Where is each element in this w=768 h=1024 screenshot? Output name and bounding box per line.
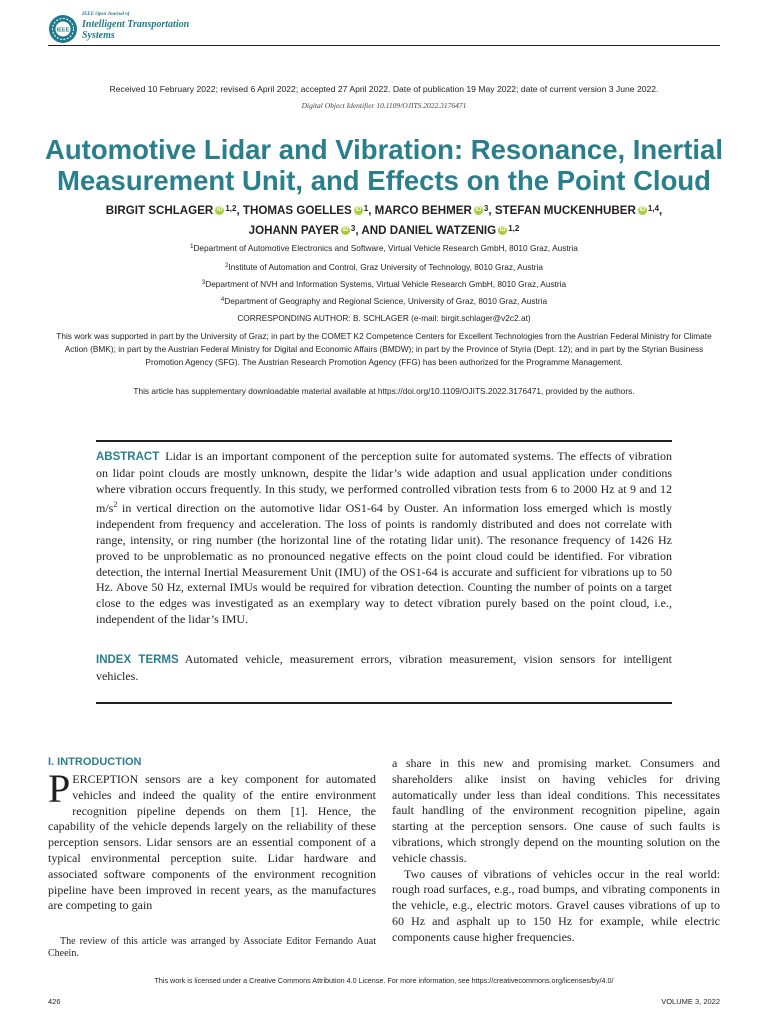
journal-title	[82, 19, 189, 41]
author-separator: ,	[659, 204, 663, 217]
license-note[interactable]: This work is licensed under a Creative Commons Attribution 4.0 License. For more information, see https://creativecommons.org/licenses/by/4.0/	[154, 976, 614, 985]
abstract-top-rule	[96, 440, 672, 442]
affiliation	[40, 279, 728, 289]
orcid-icon[interactable]: iD	[342, 227, 349, 233]
supplementary-note[interactable]: This article has supplementary downloadable material available at https://doi.org/10.1109/OJITS.2022.3176471, provided by the authors.	[133, 386, 635, 396]
review-footnote: The review of this article was arranged by Associate Editor Fernando Auat Cheein.	[48, 936, 376, 959]
intro-right-column	[392, 756, 720, 946]
author	[495, 204, 662, 217]
author-affiliation-marks: 3	[350, 224, 356, 233]
orcid-icon[interactable]: iD	[355, 207, 362, 213]
volume-info: VOLUME 3, 2022	[661, 997, 720, 1006]
author-name: BIRGIT SCHLAGER	[105, 204, 214, 217]
index-terms	[96, 652, 672, 685]
abstract-text-continued: in vertical direction on the automotive lidar OS1-64 by Ouster. An information loss emerged which is mostly independent from frequency and acceleration. The loss of points is randomly distributed and does not correlate with range, intensity, or ring number (the horizontal line of the rotating lidar unit). The resonance frequency of 1426 Hz proved to be unproblematic as no pronounced negative effects on the point cloud could be identified. For vibration detection, the internal Inertial Measurement Unit (IMU) of the OS1-64 is accurate and sufficient for vibrations up to 50 Hz. Above 50 Hz, external IMUs would be required for vibration detection. Counting the number of points on a target close to the edges was investigated as an exemplary way to detect vibration purely based on the point cloud, i.e., independent of the lidar’s IMU.	[96, 501, 672, 626]
funding-statement: This work was supported in part by the University of Graz; in part by the COMET K2 Competence Centers for Excellent Technologies from the Austrian Federal Ministry for Climate Action (BMK); in part by the Austrian Federal Ministry for Digital and Economic Affairs (BMDW); in part by the Province of Styria (Dept. 12); and in part by the Styrian Business Promotion Agency (SFG). The Austrian Research Promotion Agency (FFG) has been authorized for the Programme Management.	[56, 331, 712, 367]
intro-paragraph: Two causes of vibrations of vehicles occur in the real world: rough road surfaces, e.g., road bumps, and vibrating components in the vehicle, e.g., electric motors. Gravel causes vibrations of up to 60 Hz and asphalt up to 150 Hz for example, while electric components cause higher frequencies.	[392, 866, 720, 944]
journal-kicker: IEEE Open Journal of	[82, 12, 130, 17]
abstract-superscript: 2	[113, 500, 118, 510]
publication-dates: Received 10 February 2022; revised 6 April 2022; accepted 27 April 2022. Date of publication 19 May 2022; date of current version 3 June 2022.	[109, 84, 659, 94]
affiliation-number: 2	[224, 263, 229, 269]
author	[106, 204, 243, 217]
affiliation-number: 3	[201, 280, 206, 286]
affiliation-number: 4	[220, 297, 225, 303]
intro-paragraph: a share in this new and promising market. Consumers and shareholders alike insist on having vehicles for driving automatically under less than ideal conditions. This necessitates fault handling of the environment recognition pipeline, again starting at the perception sensors. One cause of such faults is vibrations, which strongly depend on the mounting solution on the vehicle chassis.	[392, 756, 720, 865]
author-separator: ,	[488, 204, 495, 217]
section-heading: I. INTRODUCTION	[48, 756, 142, 768]
orcid-icon[interactable]: iD	[639, 207, 646, 213]
page-number: 426	[48, 997, 61, 1006]
index-terms-label: INDEX TERMS	[96, 654, 179, 666]
orcid-icon[interactable]: iD	[499, 227, 506, 233]
author-affiliation-marks: 3	[483, 204, 489, 213]
paper-title: Automotive Lidar and Vibration: Resonance, Inertial Measurement Unit, and Effects on the Point Cloud	[45, 134, 723, 196]
abstract-label: ABSTRACT	[96, 451, 160, 463]
abstract-bottom-rule	[96, 702, 672, 704]
abstract	[96, 449, 672, 628]
journal-logo-icon	[48, 14, 78, 44]
affiliation	[40, 262, 728, 272]
author-name: MARCO BEHMER	[374, 204, 472, 217]
abstract-text: Lidar is an important component of the perception suite for automated systems. The effects of vibration on lidar point clouds are mostly unknown, despite the lidar’s wide adaption and usual application under conditions where vibration occurs frequently. In this study, we performed controlled vibration tests from 6 to 2000 Hz at 9 and 12 m/s	[96, 449, 672, 516]
author-affiliation-marks: 1,2	[508, 224, 520, 233]
affiliation-text: Department of Geography and Regional Science, University of Graz, 8010 Graz, Austria	[224, 296, 548, 306]
logo-text: IEEE	[56, 27, 70, 34]
journal-title-line-2: Systems	[82, 30, 115, 41]
author-separator: ,	[236, 204, 243, 217]
author-list	[40, 200, 728, 240]
author	[243, 204, 375, 217]
affiliation-text: Department of NVH and Information Systems, Virtual Vehicle Research GmbH, 8010 Graz, Austria	[205, 279, 567, 289]
author-name: THOMAS GOELLES	[242, 204, 352, 217]
header-rule	[48, 45, 720, 46]
author-name: STEFAN MUCKENHUBER	[494, 204, 636, 217]
corresponding-author[interactable]: CORRESPONDING AUTHOR: B. SCHLAGER (e-mail: birgit.schlager@v2c2.at)	[237, 313, 531, 323]
affiliation-number: 1	[190, 244, 194, 250]
author-name: DANIEL WATZENIG	[389, 224, 497, 237]
author	[375, 204, 495, 217]
index-terms-text: Automated vehicle, measurement errors, vibration measurement, vision sensors for intelligent vehicles.	[96, 652, 672, 683]
orcid-icon[interactable]: iD	[475, 207, 482, 213]
drop-cap: P	[48, 766, 71, 811]
journal-title-line-1: Intelligent Transportation	[82, 19, 190, 30]
affiliation	[40, 296, 728, 306]
author-affiliation-marks: 1	[363, 204, 369, 213]
intro-left-column	[48, 766, 376, 914]
author	[390, 224, 520, 237]
author	[249, 224, 390, 237]
affiliation-text: Institute of Automation and Control, Graz University of Technology, 8010 Graz, Austria	[228, 262, 544, 272]
intro-paragraph: ERCEPTION sensors are a key component for automated vehicles and indeed the quality of the entire environment recognition pipeline depends on them [1]. Hence, the capability of the vehicle depends largely on the reliability of these perception sensors. Lidar sensors are an essential component of a typical environmental perception suite. Lidar hardware and associated software components of the environment recognition pipeline have been improved in recent years, as the manufactures are competing to gain	[48, 772, 376, 913]
affiliation-text: Department of Automotive Electronics and Software, Virtual Vehicle Research GmbH, 8010 Graz, Austria	[193, 243, 578, 253]
author-name: JOHANN PAYER	[248, 224, 339, 237]
author-affiliation-marks: 1,2	[225, 204, 237, 213]
author-separator: , AND	[355, 224, 390, 237]
doi[interactable]: Digital Object Identifier 10.1109/OJITS.2022.3176471	[301, 101, 467, 110]
author-affiliation-marks: 1,4	[647, 204, 660, 213]
affiliation	[40, 243, 728, 253]
author-separator: ,	[368, 204, 375, 217]
orcid-icon[interactable]: iD	[216, 207, 223, 213]
